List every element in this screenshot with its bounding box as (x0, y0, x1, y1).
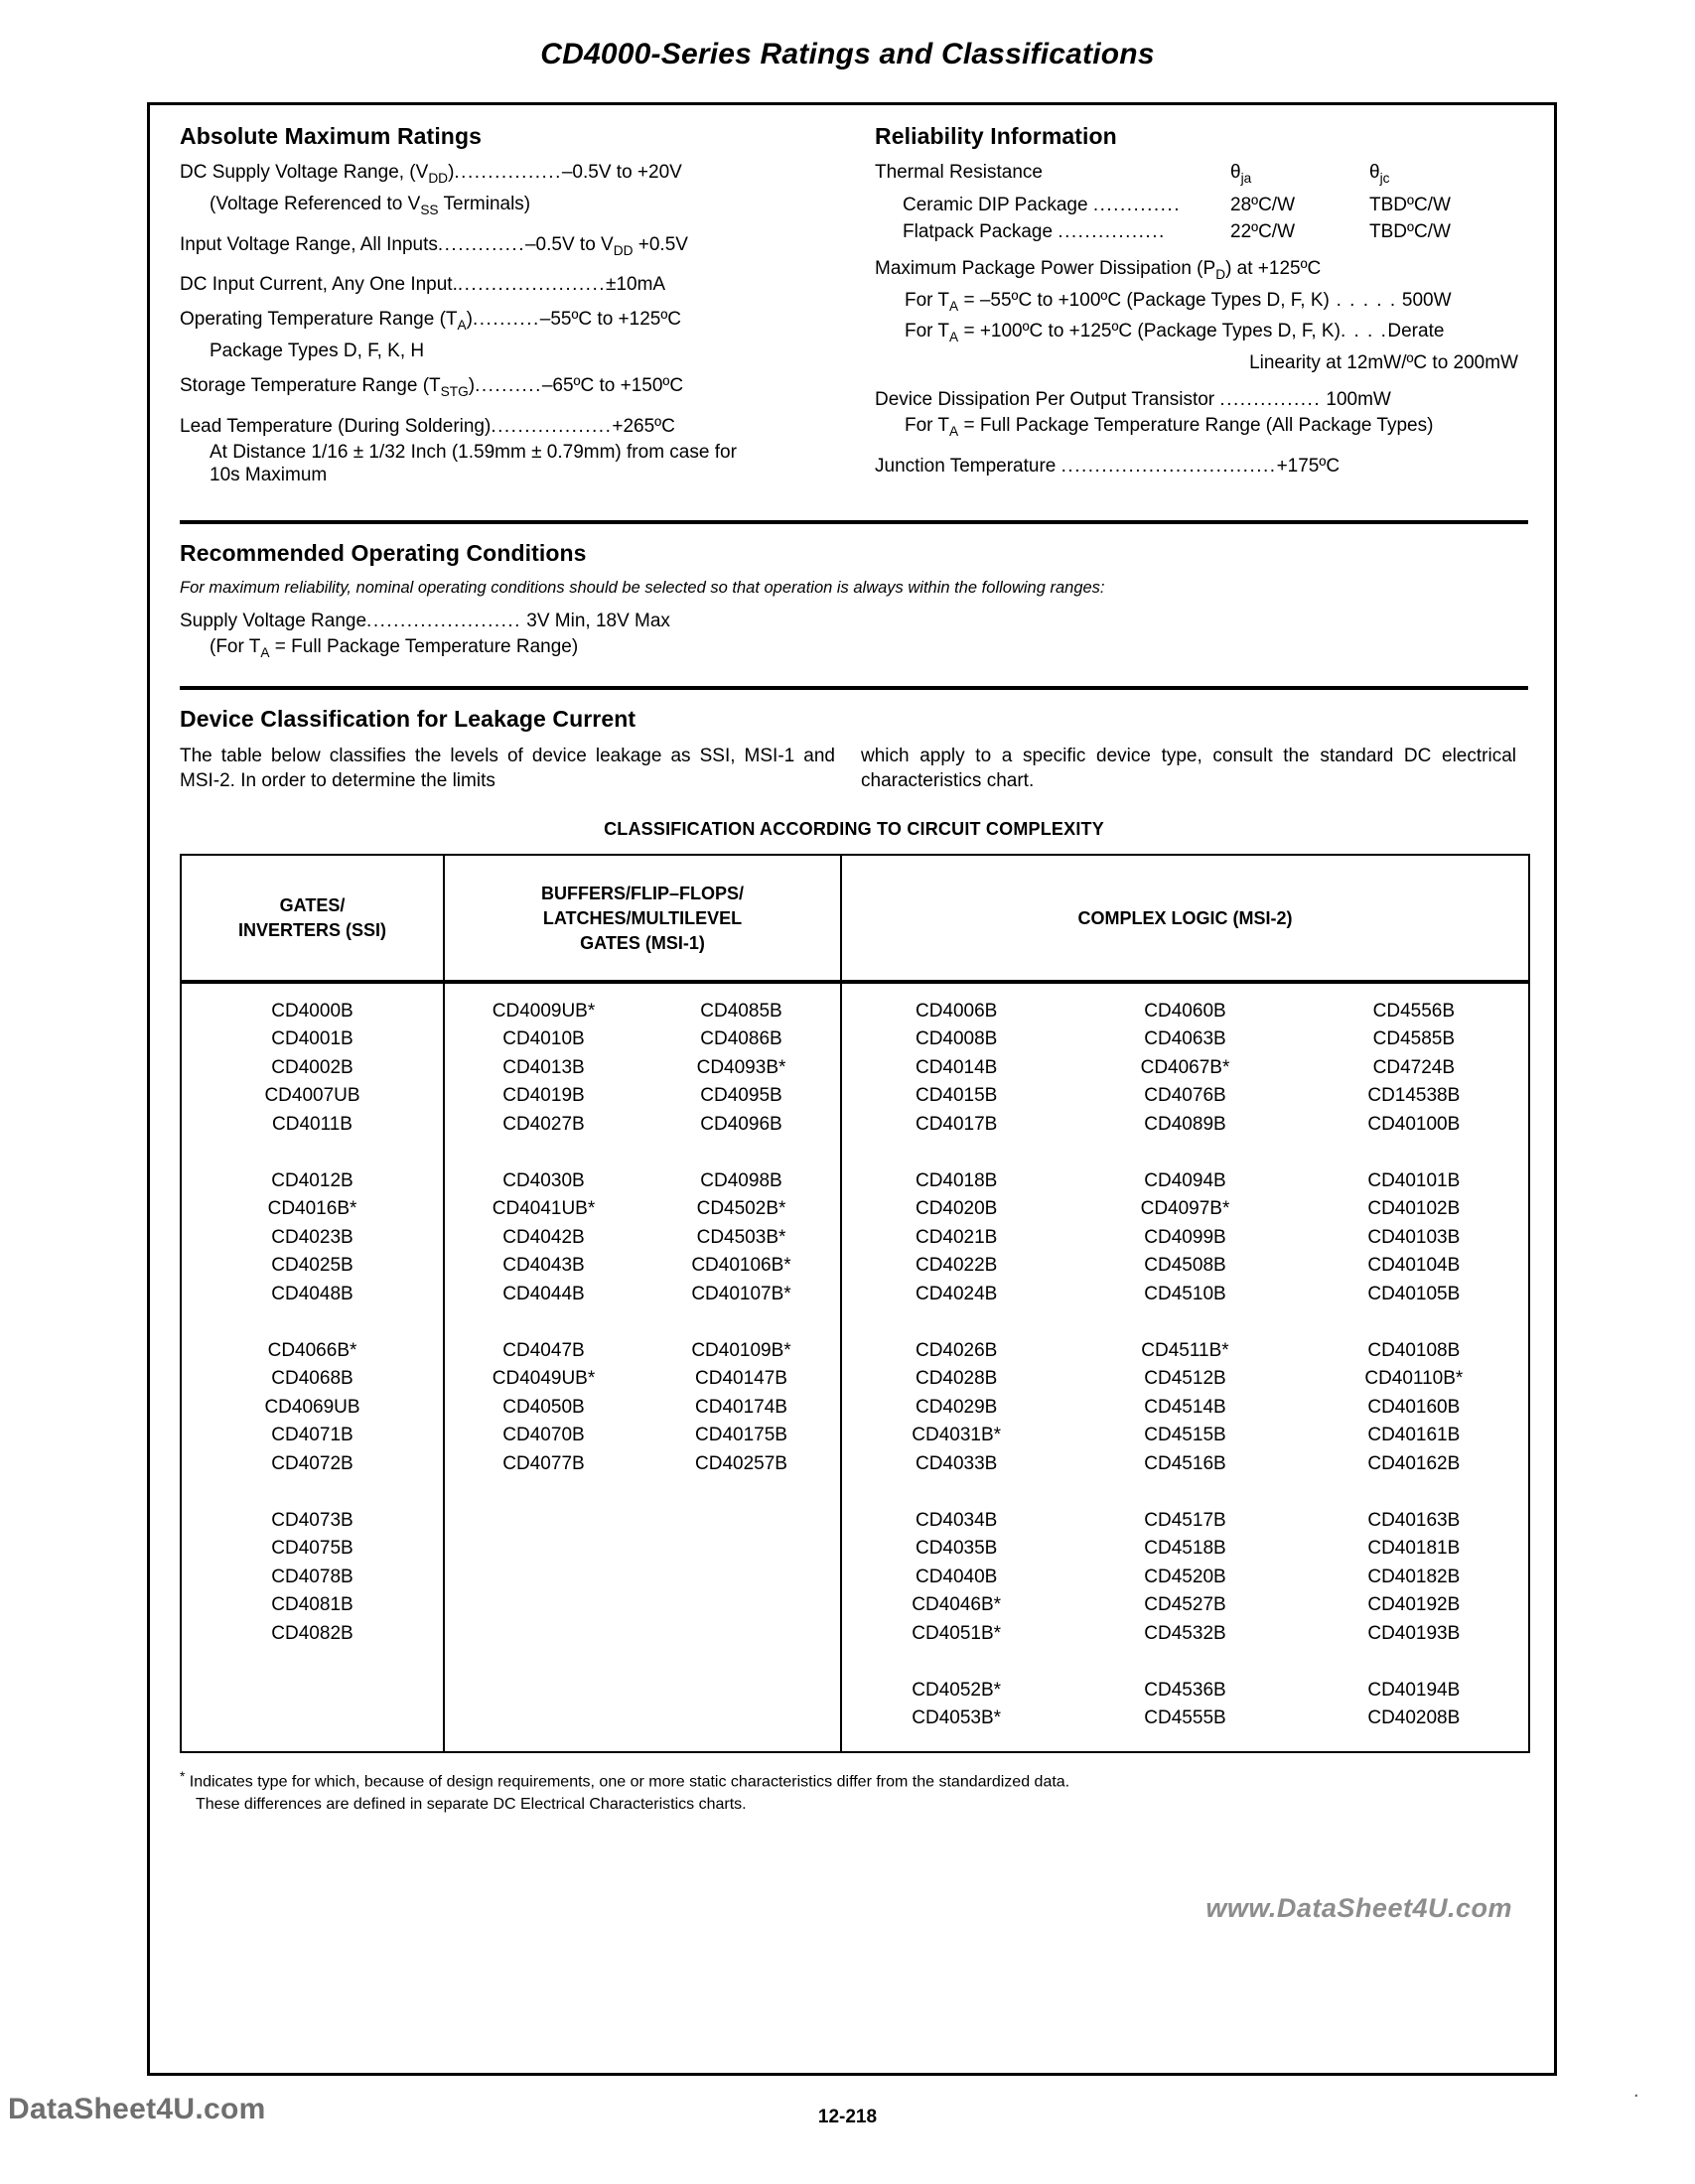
device-part-number: CD4085B (700, 1000, 782, 1022)
device-part-number: CD40103B (1367, 1226, 1461, 1248)
junction-temperature-line (875, 455, 1518, 478)
paragraph-right: which apply to a specific device type, consult the standard DC electrical characteristics chart. (861, 745, 1516, 791)
device-part-number: CD4001B (271, 1028, 353, 1050)
device-dissipation-note (875, 414, 1518, 443)
line-post: = +100ºC to +125ºC (Package Types D, F, K) (958, 321, 1341, 342)
corner-dot-mark: . (1633, 2080, 1639, 2102)
device-part-number: CD4094B (1144, 1169, 1226, 1191)
msi1-header-line1: BUFFERS/FLIP–FLOPS/ (540, 883, 744, 903)
msi2-column-a (842, 998, 1070, 1733)
device-part-number: CD4517B (1144, 1509, 1226, 1531)
rating-value: –0.5V to V (524, 233, 614, 255)
heading-text: Maximum Package Power Dissipation (P (875, 257, 1216, 279)
power-dissipation-line-2 (875, 320, 1518, 348)
device-spacer (1070, 1308, 1299, 1337)
msi2-header-label: COMPLEX LOGIC (MSI-2) (1077, 907, 1293, 928)
power-dissipation-line-1 (875, 289, 1518, 318)
device-part-number: CD4020B (915, 1198, 998, 1220)
device-part-number: CD40192B (1367, 1594, 1461, 1616)
note-post: = Full Package Temperature Range (All Package Types) (958, 415, 1434, 437)
device-part-number: CD4016B* (267, 1198, 357, 1220)
device-spacer (1070, 1478, 1299, 1507)
device-part-number: CD40162B (1367, 1452, 1461, 1474)
rating-label: Lead Temperature (During Soldering) (180, 415, 492, 437)
cell-msi1-devices (444, 982, 841, 1752)
theta-symbol: θ (1369, 162, 1380, 183)
thermal-row-flatpack (875, 220, 1518, 243)
rating-label: Input Voltage Range, All Inputs (180, 233, 438, 255)
device-part-number: CD4067B* (1140, 1056, 1230, 1078)
device-part-number: CD4030B (502, 1169, 585, 1191)
device-part-number: CD4098B (700, 1169, 782, 1191)
table-footnote (180, 1765, 1528, 1816)
device-part-number: CD4502B* (696, 1198, 786, 1220)
msi2-column-b (1070, 998, 1299, 1733)
note-pre: For T (905, 415, 950, 437)
device-part-number: CD4724B (1372, 1056, 1456, 1078)
device-spacer (445, 1308, 642, 1337)
rating-value-post: +0.5V (633, 233, 688, 255)
derate-linearity-line: Linearity at 12mW/ºC to 200mW (1249, 352, 1518, 374)
device-spacer (182, 1478, 443, 1507)
ratings-reliability-row (180, 123, 1528, 498)
supply-voltage-note (180, 635, 1528, 664)
leader-dots: ................ (454, 162, 562, 183)
device-part-number: CD4035B (915, 1538, 998, 1560)
device-part-number: CD4518B (1144, 1538, 1226, 1560)
device-spacer (1070, 1648, 1299, 1677)
device-part-number: CD4072B (271, 1452, 353, 1474)
paragraph-left: The table below classifies the levels of device leakage as SSI, MSI-1 and MSI-2. In order to determine the limits (180, 745, 835, 791)
device-part-number: CD4078B (271, 1566, 353, 1587)
supply-voltage-label: Supply Voltage Range (180, 610, 367, 631)
package-name: Ceramic DIP Package (903, 194, 1088, 215)
ssi-column (182, 998, 443, 1649)
device-part-number: CD4031B* (912, 1425, 1002, 1446)
note-subscript: A (260, 644, 270, 660)
theta-jc-value: TBDºC/W (1369, 194, 1451, 215)
rating-value: ±10mA (606, 274, 666, 296)
leader-dots: ................ (1058, 220, 1166, 242)
device-part-number: CD4096B (700, 1113, 782, 1135)
device-part-number: CD4022B (915, 1255, 998, 1277)
device-part-number: CD4025B (271, 1255, 353, 1277)
device-dissipation-line (875, 388, 1518, 411)
note-text-post: Terminals) (438, 193, 531, 214)
device-part-number: CD4010B (502, 1028, 585, 1050)
device-part-number: CD4028B (915, 1368, 998, 1390)
device-part-number: CD40102B (1367, 1198, 1461, 1220)
junction-temperature-label: Junction Temperature (875, 455, 1057, 477)
device-part-number: CD4024B (915, 1283, 998, 1304)
device-part-number: CD40175B (695, 1425, 787, 1446)
device-part-number: CD40194B (1367, 1679, 1461, 1701)
rating-label-post: ) (448, 162, 455, 183)
device-part-number: CD40105B (1367, 1283, 1461, 1304)
device-part-number: CD4018B (915, 1169, 998, 1191)
device-part-number: CD4046B* (912, 1594, 1002, 1616)
rating-label-subscript: A (457, 318, 467, 334)
content-frame (147, 102, 1557, 2076)
recommended-operating-conditions-section (180, 540, 1528, 664)
device-part-number: CD40208B (1367, 1707, 1461, 1729)
theta-ja-subscript: ja (1240, 170, 1252, 186)
cell-msi2-devices (841, 982, 1529, 1752)
device-part-number: CD4081B (271, 1594, 353, 1616)
device-part-number: CD4068B (271, 1368, 353, 1390)
rating-dc-supply-voltage-note (180, 193, 865, 221)
device-part-number: CD40161B (1367, 1425, 1461, 1446)
reliability-information-heading: Reliability Information (875, 123, 1117, 149)
device-part-number: CD4047B (502, 1339, 585, 1361)
leader-dots: ............. (437, 233, 525, 255)
device-spacer (842, 1648, 1070, 1677)
device-part-number: CD4093B* (696, 1056, 786, 1078)
leader-dots: .................. (491, 415, 613, 437)
thermal-row-ceramic-dip (875, 194, 1518, 216)
note-pre: (For T (210, 635, 261, 657)
recommended-operating-conditions-heading: Recommended Operating Conditions (180, 539, 587, 566)
device-part-number: CD4060B (1144, 1000, 1226, 1022)
line-pre: For T (905, 321, 950, 342)
theta-symbol: θ (1230, 162, 1241, 183)
footnote-line-1 (180, 1765, 1528, 1793)
leader-dots: ............... (1219, 389, 1322, 411)
msi2-column-c (1300, 998, 1528, 1733)
device-part-number: CD4089B (1144, 1113, 1226, 1135)
line-subscript: A (949, 298, 959, 314)
rating-dc-input-current (180, 273, 865, 296)
leader-dots: .......... (472, 309, 540, 331)
reliability-note: For maximum reliability, nominal operating conditions should be selected so that operation is always within the following ranges: (180, 578, 1105, 597)
theta-ja-header (1230, 161, 1369, 190)
reliability-information-section (875, 123, 1518, 498)
section-divider-1 (180, 520, 1528, 524)
device-part-number: CD4002B (271, 1056, 353, 1078)
device-spacer (1300, 1478, 1528, 1507)
device-part-number: CD4000B (271, 1000, 353, 1022)
classification-table (180, 854, 1530, 1753)
device-part-number: CD40182B (1367, 1566, 1461, 1587)
column-header-msi2 (841, 855, 1529, 982)
device-part-number: CD4077B (502, 1452, 585, 1474)
device-part-number: CD4019B (502, 1085, 585, 1107)
device-part-number: CD4511B* (1141, 1339, 1229, 1361)
device-part-number: CD40109B* (691, 1339, 791, 1361)
device-part-number: CD4051B* (912, 1622, 1002, 1644)
device-part-number: CD4555B (1144, 1707, 1226, 1729)
device-spacer (182, 1139, 443, 1167)
device-part-number: CD4503B* (696, 1226, 786, 1248)
device-part-number: CD4527B (1144, 1594, 1226, 1616)
device-part-number: CD4556B (1372, 1000, 1456, 1022)
device-part-number: CD4095B (700, 1085, 782, 1107)
device-part-number: CD4076B (1144, 1085, 1226, 1107)
rating-dc-supply-voltage (180, 161, 865, 190)
rating-label-post: ) (466, 309, 473, 331)
max-power-dissipation-heading (875, 257, 1518, 286)
rating-label: DC Input Current, Any One Input. (180, 274, 458, 296)
ssi-header-line1: GATES/ (279, 895, 346, 916)
leader-dots: ...................... (457, 274, 607, 296)
rating-label: DC Supply Voltage Range, (V (180, 162, 429, 183)
junction-temperature-value: +175ºC (1276, 455, 1341, 477)
device-part-number: CD40108B (1367, 1339, 1461, 1361)
package-name: Flatpack Package (903, 220, 1054, 242)
rating-value: +265ºC (612, 415, 675, 437)
rating-label-post: ) (468, 375, 476, 397)
device-part-number: CD40193B (1367, 1622, 1461, 1644)
device-spacer (1300, 1308, 1528, 1337)
device-part-number: CD40107B* (691, 1283, 791, 1304)
leader-dots: . . . . (1340, 321, 1388, 342)
watermark-bottom-left (8, 2093, 266, 2126)
device-part-number: CD40160B (1367, 1396, 1461, 1418)
rating-input-voltage-range (180, 233, 865, 262)
theta-jc-header (1369, 161, 1518, 190)
device-part-number: CD4008B (915, 1028, 998, 1050)
theta-ja-value: 22ºC/W (1230, 220, 1296, 242)
supply-voltage-range-line (180, 610, 1528, 632)
device-part-number: CD4532B (1144, 1622, 1226, 1644)
package-label (875, 220, 1230, 243)
footnote-text-1: Indicates type for which, because of design requirements, one or more static characteristics differ from the standardized data. (189, 1773, 1070, 1791)
asterisk-icon: * (180, 1768, 186, 1784)
device-part-number: CD4097B* (1140, 1198, 1230, 1220)
heading-subscript: D (1215, 266, 1226, 282)
device-part-number: CD4050B (502, 1396, 585, 1418)
cell-ssi-devices (181, 982, 444, 1752)
device-part-number: CD4585B (1372, 1028, 1456, 1050)
device-part-number: CD40110B* (1364, 1368, 1464, 1390)
table-header-row (181, 855, 1529, 982)
leader-dots: .......... (475, 375, 542, 397)
watermark-text: DataSheet4U.com (8, 2093, 266, 2125)
device-part-number: CD4009UB* (492, 1000, 596, 1022)
device-part-number: CD4017B (915, 1113, 998, 1135)
msi1-column-a (445, 998, 642, 1479)
device-part-number: CD4033B (915, 1452, 998, 1474)
msi1-header-line3: GATES (MSI-1) (580, 932, 705, 953)
device-part-number: CD4011B (272, 1113, 353, 1135)
device-part-number: CD4034B (915, 1509, 998, 1531)
device-spacer (642, 1308, 840, 1337)
rating-label: Storage Temperature Range (T (180, 375, 441, 397)
line-pre: For T (905, 289, 950, 311)
device-part-number: CD4071B (271, 1425, 353, 1446)
device-part-number: CD4066B* (267, 1339, 357, 1361)
device-part-number: CD14538B (1367, 1085, 1461, 1107)
device-part-number: CD4514B (1144, 1396, 1226, 1418)
device-part-number: CD4042B (502, 1226, 585, 1248)
device-part-number: CD4512B (1144, 1368, 1226, 1390)
note-subscript: A (949, 423, 959, 439)
device-part-number: CD4073B (271, 1509, 353, 1531)
rating-value: –0.5V to +20V (561, 162, 682, 183)
device-part-number: CD40181B (1367, 1538, 1461, 1560)
device-part-number: CD40100B (1367, 1113, 1461, 1135)
device-part-number: CD4029B (915, 1396, 998, 1418)
device-part-number: CD4021B (915, 1226, 998, 1248)
device-part-number: CD4070B (502, 1425, 585, 1446)
leader-dots: ................................ (1060, 455, 1277, 477)
watermark-inner: www.DataSheet4U.com (1205, 1893, 1512, 1923)
theta-ja-value: 28ºC/W (1230, 194, 1296, 215)
device-part-number: CD40101B (1367, 1169, 1461, 1191)
rating-lead-temperature-note: At Distance 1/16 ± 1/32 Inch (1.59mm ± 0.79mm) from case for 10s Maximum (210, 441, 737, 485)
device-part-number: CD4075B (271, 1538, 353, 1560)
msi1-column-b (642, 998, 840, 1479)
device-dissipation-label: Device Dissipation Per Output Transistor (875, 389, 1215, 411)
device-part-number: CD40106B* (691, 1255, 791, 1277)
msi1-header-line2: LATCHES/MULTILEVEL (542, 907, 743, 928)
device-part-number: CD40174B (695, 1396, 787, 1418)
device-part-number: CD4027B (502, 1113, 585, 1135)
device-spacer (1070, 1139, 1299, 1167)
device-part-number: CD4026B (915, 1339, 998, 1361)
column-header-msi1 (444, 855, 841, 982)
msi2-subcolumns (842, 998, 1528, 1733)
device-spacer (842, 1308, 1070, 1337)
page-title: CD4000-Series Ratings and Classifications (540, 38, 1155, 70)
device-part-number: CD4023B (271, 1226, 353, 1248)
device-part-number: CD4043B (502, 1255, 585, 1277)
rating-label-subscript: STG (440, 383, 469, 399)
device-part-number: CD4044B (502, 1283, 585, 1304)
rating-value: –55ºC to +125ºC (539, 309, 682, 331)
device-part-number: CD4536B (1144, 1679, 1226, 1701)
device-spacer (642, 1139, 840, 1167)
device-part-number: CD4012B (271, 1169, 353, 1191)
line-value: 500W (1396, 289, 1452, 311)
thermal-resistance-header-row (875, 161, 1518, 190)
classification-table-title: CLASSIFICATION ACCORDING TO CIRCUIT COMPLEXITY (604, 818, 1104, 839)
device-part-number: CD4516B (1144, 1452, 1226, 1474)
device-part-number: CD4063B (1144, 1028, 1226, 1050)
leader-dots: ............. (1092, 194, 1181, 215)
device-dissipation-value: 100mW (1326, 389, 1391, 411)
ssi-subcolumns (182, 998, 443, 1649)
theta-jc-subscript: jc (1379, 170, 1390, 186)
device-part-number: CD4510B (1144, 1283, 1226, 1304)
table-body-row (181, 982, 1529, 1752)
device-part-number: CD4013B (502, 1056, 585, 1078)
rating-lead-temperature (180, 415, 865, 438)
device-spacer (1300, 1139, 1528, 1167)
absolute-maximum-ratings-section (180, 123, 875, 498)
page-number: 12-218 (817, 2107, 878, 2127)
msi1-subcolumns (445, 998, 840, 1479)
device-spacer (842, 1478, 1070, 1507)
rating-operating-temperature (180, 308, 865, 337)
device-part-number: CD4520B (1144, 1566, 1226, 1587)
line-subscript: A (949, 330, 959, 345)
rating-value-subscript: DD (613, 242, 634, 258)
note-text: (Voltage Referenced to V (210, 193, 421, 214)
device-part-number: CD4052B* (912, 1679, 1002, 1701)
device-part-number: CD4040B (915, 1566, 998, 1587)
package-label (875, 194, 1230, 216)
content-inner (180, 123, 1528, 1816)
device-part-number: CD4069UB (264, 1396, 360, 1418)
device-part-number: CD40147B (695, 1368, 787, 1390)
device-part-number: CD4049UB* (492, 1368, 596, 1390)
device-part-number: CD40257B (695, 1452, 787, 1474)
device-part-number: CD4015B (915, 1085, 998, 1107)
rating-storage-temperature (180, 374, 865, 403)
leader-dots: ....................... (366, 610, 521, 631)
device-spacer (182, 1308, 443, 1337)
thermal-resistance-label: Thermal Resistance (875, 162, 1043, 183)
device-part-number: CD40104B (1367, 1255, 1461, 1277)
device-spacer (842, 1139, 1070, 1167)
rating-label: Operating Temperature Range (T (180, 309, 458, 331)
device-part-number: CD4053B* (912, 1707, 1002, 1729)
device-part-number: CD4048B (271, 1283, 353, 1304)
device-spacer (445, 1139, 642, 1167)
rating-label-subscript: DD (428, 170, 449, 186)
device-part-number: CD4014B (915, 1056, 998, 1078)
leader-dots: . . . . . (1329, 289, 1397, 311)
device-classification-section (180, 706, 1528, 1816)
heading-text-post: ) at +125ºC (1225, 257, 1322, 279)
device-part-number: CD4086B (700, 1028, 782, 1050)
device-part-number: CD4041UB* (492, 1198, 596, 1220)
device-part-number: CD40163B (1367, 1509, 1461, 1531)
section-divider-2 (180, 686, 1528, 690)
rating-value: –65ºC to +150ºC (541, 375, 684, 397)
device-part-number: CD4099B (1144, 1226, 1226, 1248)
ssi-header-line2: INVERTERS (SSI) (237, 920, 387, 941)
device-part-number: CD4007UB (264, 1085, 360, 1107)
device-part-number: CD4508B (1144, 1255, 1226, 1277)
line-value: Derate (1387, 321, 1445, 342)
note-subscript: SS (420, 202, 439, 217)
supply-voltage-value: 3V Min, 18V Max (526, 610, 670, 631)
device-part-number: CD4082B (271, 1622, 353, 1644)
column-header-ssi (181, 855, 444, 982)
note-post: = Full Package Temperature Range) (269, 635, 579, 657)
device-spacer (1300, 1648, 1528, 1677)
line-post: = –55ºC to +100ºC (Package Types D, F, K) (958, 289, 1330, 311)
absolute-maximum-ratings-heading: Absolute Maximum Ratings (180, 123, 482, 149)
footnote-line-2: These differences are defined in separate DC Electrical Characteristics charts. (196, 1796, 747, 1814)
device-classification-paragraph (180, 744, 1528, 793)
rating-operating-temperature-note: Package Types D, F, K, H (210, 341, 425, 362)
theta-jc-value: TBDºC/W (1369, 220, 1451, 242)
device-classification-heading: Device Classification for Leakage Current (180, 705, 636, 732)
device-part-number: CD4515B (1144, 1425, 1226, 1446)
device-part-number: CD4006B (915, 1000, 998, 1022)
